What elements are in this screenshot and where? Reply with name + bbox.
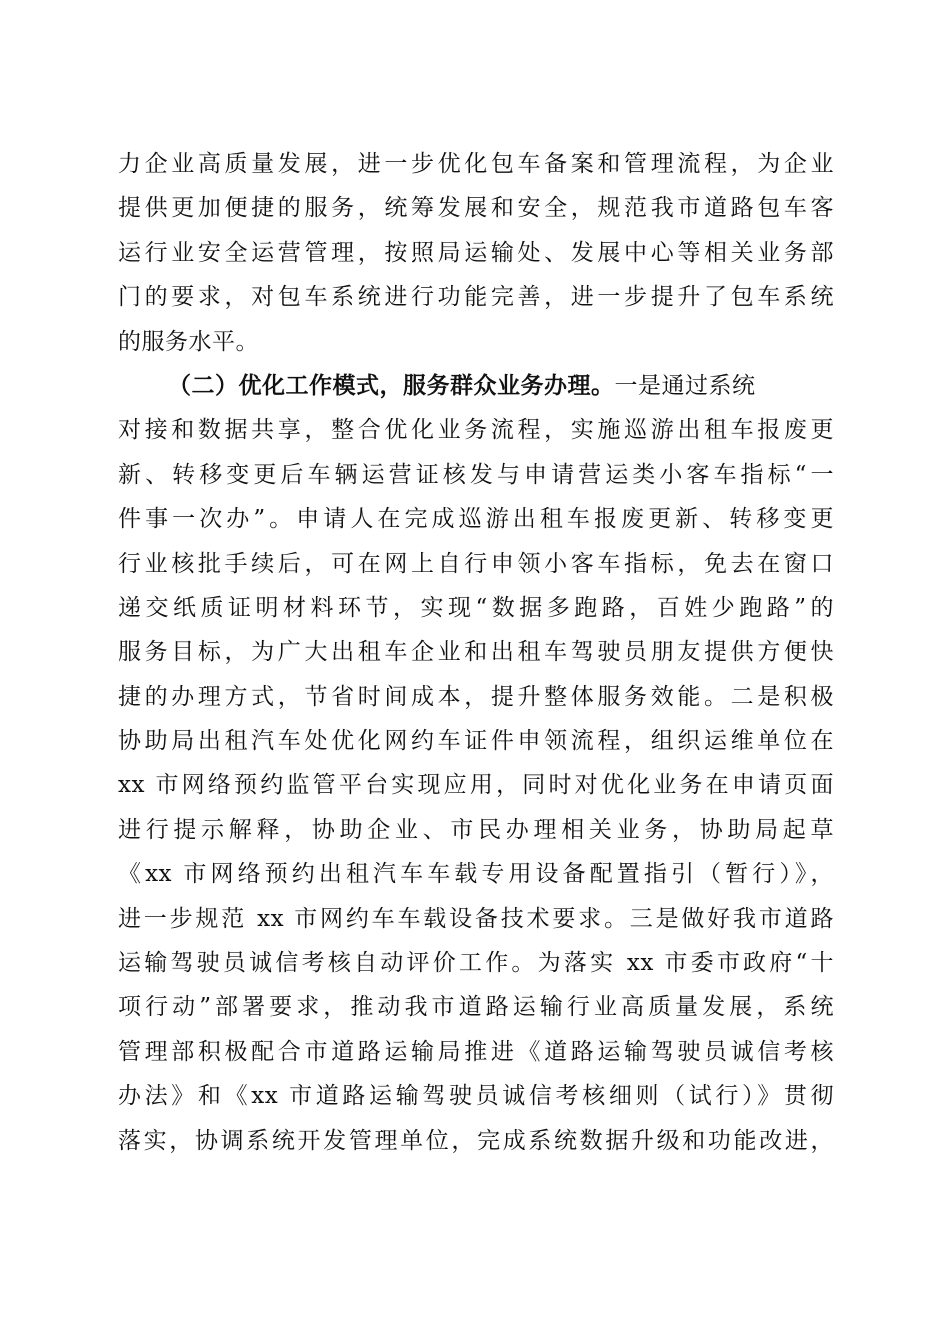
text-line: 项行动”部署要求，推动我市道路运输行业高质量发展，系统 xyxy=(118,994,834,1021)
text-line: 办法》和《xx 市道路运输驾驶员诚信考核细则（试行）》贯彻 xyxy=(118,1083,834,1110)
text-line: 新、转移变更后车辆运营证核发与申请营运类小客车指标“一 xyxy=(118,461,834,488)
text-line: 《xx 市网络预约出租汽车车载专用设备配置指引（暂行）》， xyxy=(118,861,834,888)
section-heading: （二）优化工作模式，服务群众业务办理。 xyxy=(168,371,615,399)
text-line: 管理部积极配合市道路运输局推进《道路运输驾驶员诚信考核 xyxy=(118,1038,834,1065)
text-line: 落实，协调系统开发管理单位，完成系统数据升级和功能改进， xyxy=(118,1127,834,1154)
paragraph-2-first-line xyxy=(118,364,834,408)
text-line: 门的要求，对包车系统进行功能完善，进一步提升了包车系统 xyxy=(118,284,834,311)
text-line: 捷的办理方式，节省时间成本，提升整体服务效能。二是积极 xyxy=(118,683,834,710)
text-line: 件事一次办”。申请人在完成巡游出租车报废更新、转移变更 xyxy=(118,506,834,533)
text-line: 运输驾驶员诚信考核自动评价工作。为落实 xx 市委市政府“十 xyxy=(118,950,834,977)
text-line: 运行业安全运营管理，按照局运输处、发展中心等相关业务部 xyxy=(118,239,834,266)
text-line: 提供更加便捷的服务，统筹发展和安全，规范我市道路包车客 xyxy=(118,195,834,222)
paragraph-2 xyxy=(118,364,834,1163)
text-line: 力企业高质量发展，进一步优化包车备案和管理流程，为企业 xyxy=(118,151,834,177)
text-line: 进一步规范 xx 市网约车车载设备技术要求。三是做好我市道路 xyxy=(118,905,834,932)
body-text xyxy=(118,142,834,1163)
text-line: 递交纸质证明材料环节，实现“数据多跑路，百姓少跑路”的 xyxy=(118,594,834,621)
text-line: 协助局出租汽车处优化网约车证件申领流程，组织运维单位在 xyxy=(118,728,834,755)
text-line: 服务目标，为广大出租车企业和出租车驾驶员朋友提供方便快 xyxy=(118,639,834,666)
text-line: 的服务水平。 xyxy=(118,328,259,355)
text-run: 一是通过系统 xyxy=(614,372,756,399)
text-line: xx 市网络预约监管平台实现应用，同时对优化业务在申请页面 xyxy=(118,772,834,799)
text-line: 对接和数据共享，整合优化业务流程，实施巡游出租车报废更 xyxy=(118,417,834,444)
paragraph-1 xyxy=(118,142,834,364)
text-line: 进行提示解释，协助企业、市民办理相关业务，协助局起草 xyxy=(118,816,834,843)
text-line: 行业核批手续后，可在网上自行申领小客车指标，免去在窗口 xyxy=(118,550,834,577)
